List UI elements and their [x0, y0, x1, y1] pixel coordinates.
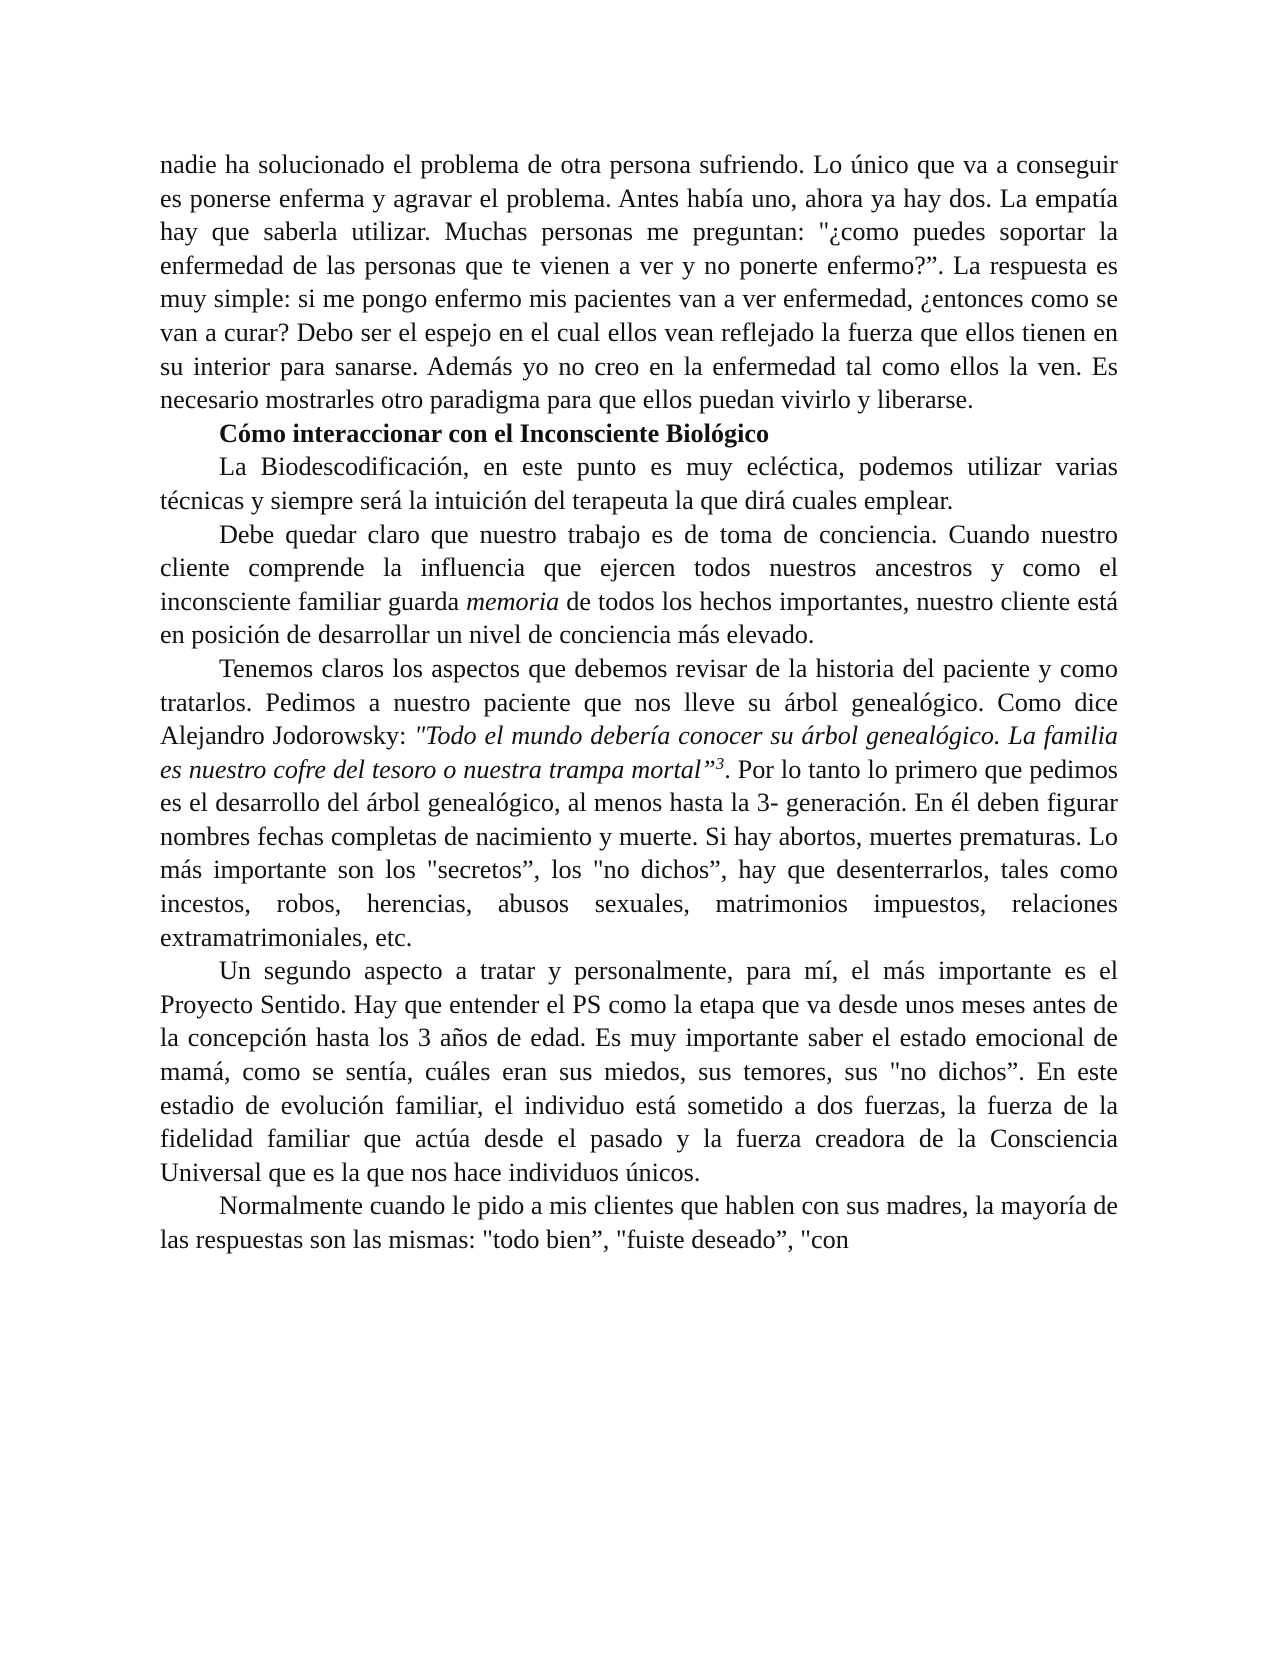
- document-page: [160, 148, 1118, 1257]
- paragraph-biodescodificacion: La Biodescodificación, en este punto es muy ecléctica, podemos utilizar varias técnicas y siempre será la intuición del terapeuta la que dirá cuales emplear.: [160, 452, 1118, 515]
- paragraph-madres: Normalmente cuando le pido a mis clientes que hablen con sus madres, la mayoría de las respuestas son las mismas: "todo bien”, "fuiste deseado”, "con: [160, 1191, 1118, 1254]
- paragraph-toma-de-conciencia: [160, 518, 1118, 652]
- paragraph-text: Tenemos claros los aspectos que debemos revisar de la historia del paciente y como tratarlos. Pedimos a nuestro paciente que nos lleve su árbol genealógico. Como dice Alejandro Jodorowsky:: [160, 653, 1118, 751]
- jodorowsky-quote: "Todo el mundo debería conocer su árbol genealógico. La familia es nuestro cofre del tesoro o nuestra trampa mortal”: [160, 721, 1118, 784]
- paragraph-proyecto-sentido: Un segundo aspecto a tratar y personalmente, para mí, el más importante es el Proyecto Sentido. Hay que entender el PS como la etapa que va desde unos meses antes de la concepción hasta los 3 años de edad. Es muy importante saber el estado emocional de mamá, como se sentía, cuáles eran sus miedos, sus temores, sus "no dichos”. En este estadio de evolución familiar, el individuo está sometido a dos fuerzas, la fuerza de la fidelidad familiar que actúa desde el pasado y la fuerza creadora de la Consciencia Universal que es la que nos hace individuos únicos.: [160, 956, 1118, 1187]
- paragraph-arbol-genealogico: [160, 652, 1118, 954]
- footnote-marker: 3: [715, 753, 725, 773]
- emphasis-memoria: memoria: [466, 586, 560, 616]
- paragraph-text: . Por lo tanto lo primero que pedimos es el desarrollo del árbol genealógico, al menos hasta la 3- generación. En él deben figurar nombres fechas completas de nacimiento y muerte. Si hay abortos, muertes prematuras. Lo más importante son los "secretos”, los "no dichos”, hay que desenterrarlos, tales como incestos, robos, herencias, abusos sexuales, matrimonios impuestos, relaciones extramatrimoniales, etc.: [160, 754, 1118, 952]
- paragraph-text: Debe quedar claro que nuestro trabajo es de toma de conciencia. Cuando nuestro cliente comprende la influencia que ejercen todos nuestros ancestros y como el inconsciente familiar guarda: [160, 519, 1118, 616]
- paragraph-text: de todos los hechos importantes, nuestro cliente está en posición de desarrollar un nivel de conciencia más elevado.: [160, 586, 1118, 650]
- section-heading: Cómo interaccionar con el Inconsciente Biológico: [219, 418, 770, 448]
- paragraph-empathy: nadie ha solucionado el problema de otra persona sufriendo. Lo único que va a conseguir es ponerse enferma y agravar el problema. Antes había uno, ahora ya hay dos. La empatía hay que saberla utilizar. Muchas personas me preguntan: "¿como puedes soportar la enfermedad de las personas que te vienen a ver y no ponerte enfermo?”. La respuesta es muy simple: si me pongo enfermo mis pacientes van a ver enfermedad, ¿entonces como se van a curar? Debo ser el espejo en el cual ellos vean reflejado la fuerza que ellos tienen en su interior para sanarse. Además yo no creo en la enfermedad tal como ellos la ven. Es necesario mostrarles otro paradigma para que ellos puedan vivirlo y liberarse.: [160, 150, 1118, 415]
